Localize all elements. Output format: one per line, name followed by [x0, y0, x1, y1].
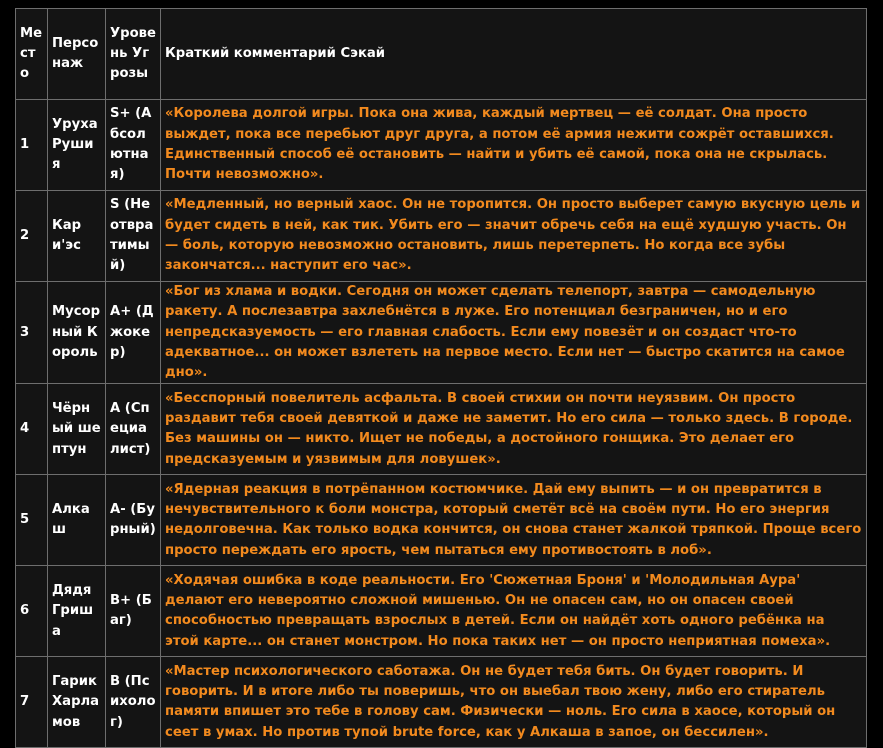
cell-threat-level: A+ (Джокер) — [106, 282, 161, 384]
cell-comment: «Королева долгой игры. Пока она жива, каждый мертвец — её солдат. Она просто выждет, пока все перебьют друг друга, а потом её армия нежити сожрёт оставшихся. Единственный способ её остановить — найти и убить её самой, пока она не скрылась. Почти невозможно». — [161, 100, 867, 191]
cell-place: 3 — [16, 282, 48, 384]
cell-comment: «Медленный, но верный хаос. Он не торопится. Он просто выберет самую вкусную цель и будет сидеть в ней, как тик. Убить его — значит обречь себя на ещё худшую участь. Он — боль, которую невозможно остановить, лишь перетерпеть. Но когда все зубы закончатся... наступит его час». — [161, 191, 867, 282]
cell-comment: «Мастер психологического саботажа. Он не будет тебя бить. Он будет говорить. И говорить. И в итоге либо ты поверишь, что он выебал твою жену, либо его стиратель памяти впишет это тебе в голову сам. Физически — ноль. Его сила в хаосе, который он сеет в умах. Но против тупой brute force, как у Алкаша в запое, он бессилен». — [161, 657, 867, 748]
cell-comment: «Ядерная реакция в потрёпанном костюмчике. Дай ему выпить — и он превратится в нечувствительного к боли монстра, который сметёт всё на своём пути. Но его энергия недолговечна. Как только водка кончится, он снова станет жалкой тряпкой. Проще всего просто переждать его ярость, чем пытаться ему противостоять в лоб». — [161, 475, 867, 566]
table-row — [16, 100, 867, 191]
table-row — [16, 475, 867, 566]
ranking-table-container — [15, 8, 867, 748]
cell-place: 2 — [16, 191, 48, 282]
cell-character: Алкаш — [48, 475, 106, 566]
table-row — [16, 566, 867, 657]
header-character: Персонаж — [48, 9, 106, 100]
header-comment: Краткий комментарий Сэкай — [161, 9, 867, 100]
cell-place: 7 — [16, 657, 48, 748]
cell-character: Дядя Гриша — [48, 566, 106, 657]
cell-comment: «Бог из хлама и водки. Сегодня он может сделать телепорт, завтра — самодельную ракету. А послезавтра захлебнётся в луже. Его потенциал безграничен, но и его непредсказуемость — его главная слабость. Если ему повезёт и он создаст что-то адекватное... он может взлететь на первое место. Если нет — быстро скатится на самое дно». — [161, 282, 867, 384]
cell-place: 6 — [16, 566, 48, 657]
cell-character: Мусорный Король — [48, 282, 106, 384]
table-row — [16, 657, 867, 748]
cell-place: 5 — [16, 475, 48, 566]
table-header-row — [16, 9, 867, 100]
cell-comment: «Ходячая ошибка в коде реальности. Его 'Сюжетная Броня' и 'Молодильная Аура' делают его невероятно сложной мишенью. Он не опасен сам, но он опасен своей способностью превращать взрослых в детей. Если он найдёт хоть одного ребёнка на этой карте... он станет монстром. Но пока таких нет — он просто неприятная помеха». — [161, 566, 867, 657]
table-row — [16, 384, 867, 475]
cell-threat-level: A- (Бурный) — [106, 475, 161, 566]
cell-place: 1 — [16, 100, 48, 191]
table-row — [16, 282, 867, 384]
cell-threat-level: B (Психолог) — [106, 657, 161, 748]
cell-threat-level: S+ (Абсолютная) — [106, 100, 161, 191]
cell-character: Кари'эс — [48, 191, 106, 282]
cell-comment: «Бесспорный повелитель асфальта. В своей стихии он почти неуязвим. Он просто раздавит тебя своей девяткой и даже не заметит. Но его сила — только здесь. В городе. Без машины он — никто. Ищет не победы, а достойного гонщика. Это делает его предсказуемым и уязвимым для ловушек». — [161, 384, 867, 475]
cell-character: Уруха Рушия — [48, 100, 106, 191]
cell-threat-level: A (Специалист) — [106, 384, 161, 475]
cell-place: 4 — [16, 384, 48, 475]
cell-character: Чёрный шептун — [48, 384, 106, 475]
table-row — [16, 191, 867, 282]
header-place: Место — [16, 9, 48, 100]
cell-threat-level: B+ (Баг) — [106, 566, 161, 657]
threat-ranking-table — [15, 8, 867, 748]
cell-threat-level: S (Неотвратимый) — [106, 191, 161, 282]
header-threat-level: Уровень Угрозы — [106, 9, 161, 100]
cell-character: Гарик Харламов — [48, 657, 106, 748]
